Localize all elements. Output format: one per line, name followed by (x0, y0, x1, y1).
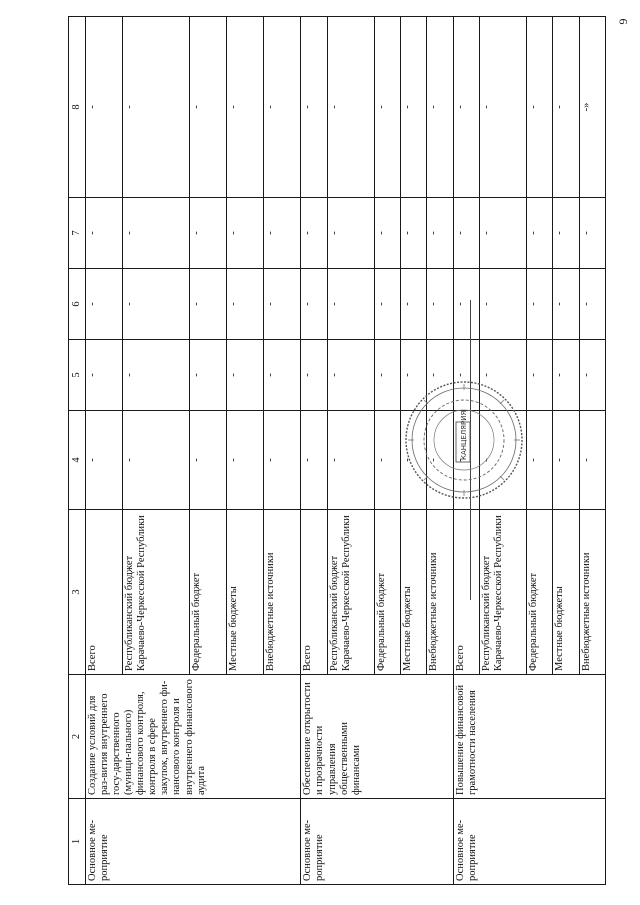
funding-source-cell: Республиканский бюджет Карачаево-Черкесской Республики (327, 510, 374, 675)
column-header-8: 8 (69, 17, 86, 198)
value-cell-col-6: - (86, 269, 123, 340)
value-cell-col-4: - (301, 411, 327, 510)
value-cell-col-4: - (264, 411, 301, 510)
value-cell-col-8: - (301, 17, 327, 198)
value-cell-col-5: - (527, 340, 553, 411)
value-cell-col-6: - (479, 269, 526, 340)
value-cell-col-8: - (453, 17, 479, 198)
table-header-row (69, 17, 86, 885)
value-cell-col-6: - (327, 269, 374, 340)
value-cell-col-5: - (264, 340, 301, 411)
value-cell-col-7: - (301, 198, 327, 269)
funding-source-cell: Республиканский бюджет Карачаево-Черкесской Республики (123, 510, 190, 675)
seal-center-text: КАНЦЕЛЯРИЯ (460, 410, 468, 460)
value-cell-col-7: - (553, 198, 579, 269)
value-cell-col-4: - (527, 411, 553, 510)
activity-name-cell: Создание условий для раз-вития внутреннего госу-дарственного (муници-пального) финансового контроля, контроля в сфере закупок, внутреннего фи-нансового контроля и внутреннего финансового аудита (86, 675, 301, 799)
value-cell-col-7: - (427, 198, 453, 269)
value-cell-col-7: - (227, 198, 264, 269)
value-cell-col-6: - (227, 269, 264, 340)
value-cell-col-4: - (453, 411, 479, 510)
value-cell-col-7: - (527, 198, 553, 269)
value-cell-col-4: - (579, 411, 605, 510)
value-cell-col-8: - (427, 17, 453, 198)
value-cell-col-4: - (123, 411, 190, 510)
value-cell-col-7: - (374, 198, 400, 269)
column-header-7: 7 (69, 198, 86, 269)
funding-source-cell: Внебюджетные источники (264, 510, 301, 675)
table-body (86, 17, 606, 885)
value-cell-col-4: - (374, 411, 400, 510)
table-row (86, 17, 123, 885)
funding-source-cell: Всего (86, 510, 123, 675)
funding-source-cell: Внебюджетные источники (579, 510, 605, 675)
value-cell-col-7: - (453, 198, 479, 269)
activity-name-cell: Повышение финансовой грамотности населения (453, 675, 605, 799)
value-cell-col-5: - (374, 340, 400, 411)
value-cell-col-7: - (264, 198, 301, 269)
value-cell-col-8: - (227, 17, 264, 198)
value-cell-col-4: - (189, 411, 226, 510)
value-cell-col-7: - (123, 198, 190, 269)
value-cell-col-5: - (427, 340, 453, 411)
value-cell-col-5: - (301, 340, 327, 411)
value-cell-col-4: - (327, 411, 374, 510)
value-cell-col-8: - (527, 17, 553, 198)
funding-source-cell: Местные бюджеты (553, 510, 579, 675)
page-number: 6 (616, 18, 631, 25)
value-cell-col-4: - (479, 411, 526, 510)
value-cell-col-5: - (553, 340, 579, 411)
activity-name-cell: Обеспечение открытости и прозрачности управления общественными финансами (301, 675, 453, 799)
value-cell-col-8: - (189, 17, 226, 198)
value-cell-col-4: - (227, 411, 264, 510)
funding-source-cell: Местные бюджеты (227, 510, 264, 675)
value-cell-col-6: - (123, 269, 190, 340)
funding-source-cell: Внебюджетные источники (427, 510, 453, 675)
funding-source-cell: Федеральный бюджет (527, 510, 553, 675)
value-cell-col-7: - (401, 198, 427, 269)
value-cell-col-4: - (401, 411, 427, 510)
value-cell-col-6: - (427, 269, 453, 340)
value-cell-col-8: - (86, 17, 123, 198)
value-cell-col-7: - (327, 198, 374, 269)
column-header-3: 3 (69, 510, 86, 675)
official-seal (402, 378, 526, 502)
value-cell-col-5: - (401, 340, 427, 411)
value-cell-col-5: - (189, 340, 226, 411)
value-cell-col-6: - (374, 269, 400, 340)
value-cell-col-6: - (301, 269, 327, 340)
value-cell-col-4: - (553, 411, 579, 510)
funding-source-cell: Всего (453, 510, 479, 675)
value-cell-col-6: - (579, 269, 605, 340)
value-cell-col-7: - (479, 198, 526, 269)
value-cell-col-8: - (374, 17, 400, 198)
value-cell-col-6: - (189, 269, 226, 340)
column-header-1: 1 (69, 799, 86, 885)
value-cell-col-8: - (327, 17, 374, 198)
value-cell-col-6: - (401, 269, 427, 340)
value-cell-col-7: - (579, 198, 605, 269)
funding-source-cell: Федеральный бюджет (374, 510, 400, 675)
value-cell-col-6: - (553, 269, 579, 340)
funding-source-cell: Республиканский бюджет Карачаево-Черкесской Республики (479, 510, 526, 675)
value-cell-col-6: - (453, 269, 479, 340)
value-cell-col-8: - (123, 17, 190, 198)
value-cell-col-5: - (327, 340, 374, 411)
value-cell-col-8: - (264, 17, 301, 198)
column-header-4: 4 (69, 411, 86, 510)
value-cell-col-8: - (479, 17, 526, 198)
table-row (301, 17, 327, 885)
value-cell-col-8: -» (579, 17, 605, 198)
value-cell-col-7: - (189, 198, 226, 269)
value-cell-col-6: - (264, 269, 301, 340)
value-cell-col-8: - (553, 17, 579, 198)
value-cell-col-4: - (86, 411, 123, 510)
funding-source-cell: Всего (301, 510, 327, 675)
column-header-5: 5 (69, 340, 86, 411)
value-cell-col-5: - (123, 340, 190, 411)
value-cell-col-8: - (401, 17, 427, 198)
value-cell-col-5: - (479, 340, 526, 411)
funding-source-cell: Местные бюджеты (401, 510, 427, 675)
value-cell-col-5: - (86, 340, 123, 411)
value-cell-col-6: - (527, 269, 553, 340)
column-header-2: 2 (69, 675, 86, 799)
activity-kind-cell: Основное ме-роприятие (86, 799, 301, 885)
value-cell-col-5: - (453, 340, 479, 411)
value-cell-col-7: - (86, 198, 123, 269)
funding-source-cell: Федеральный бюджет (189, 510, 226, 675)
activity-kind-cell: Основное ме-роприятие (453, 799, 605, 885)
value-cell-col-4: - (427, 411, 453, 510)
value-cell-col-5: - (579, 340, 605, 411)
activity-kind-cell: Основное ме-роприятие (301, 799, 453, 885)
column-header-6: 6 (69, 269, 86, 340)
value-cell-col-5: - (227, 340, 264, 411)
